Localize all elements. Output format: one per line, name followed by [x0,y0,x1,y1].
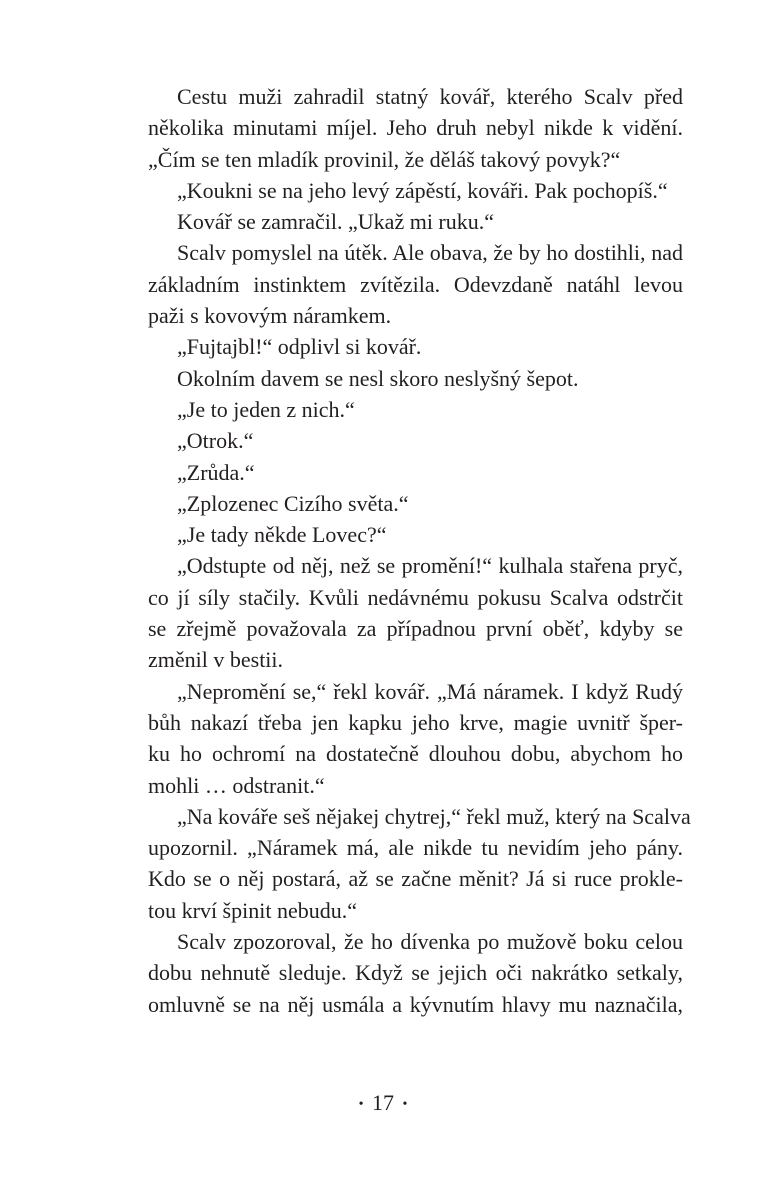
text-line: „Zplozenec Cizího světa.“ [177,490,409,516]
text-line: Scalv pomyslel na útěk. Ale obava, že by ho dostihli, nad [177,240,683,266]
text-line: „Je tady někde Lovec?“ [177,522,387,548]
text-line: co jí síly stačily. Kvůli nedávnému pokusu Scalva odstrčit [148,584,683,610]
text-line: Kovář se zamračil. „Ukaž mi ruku.“ [177,209,495,235]
text-line: Scalv zpozoroval, že ho dívenka po mužově boku celou [177,929,683,955]
text-line: „Otrok.“ [177,428,254,454]
page-number-left-dot: • [358,1096,364,1112]
text-line: „Nepromění se,“ řekl kovář. „Má náramek. I když Rudý [177,678,683,704]
body-text [148,81,691,1020]
page-number-right-dot: • [402,1096,408,1112]
text-line: Okolním davem se nesl skoro neslyšný šepot. [177,365,579,391]
text-line: „Je to jeden z nich.“ [177,396,355,422]
text-line: „Na kováře seš nějakej chytrej,“ řekl muž, který na Scalva [177,803,691,829]
page-number [0,1088,766,1120]
text-line: dobu nehnutě sleduje. Když se jejich oči nakrátko setkaly, [148,960,683,986]
text-line: omluvně se na něj usmála a kývnutím hlavy mu naznačila, [148,991,683,1017]
text-line: mohli … odstranit.“ [148,772,325,798]
text-line: se zřejmě považovala za případnou první oběť, kdyby se [148,616,683,642]
text-line: tou krví špinit nebudu.“ [148,897,357,923]
text-line: upozornil. „Náramek má, ale nikde tu nevidím jeho pány. [148,835,683,861]
text-line: základním instinktem zvítězila. Odevzdaně natáhl levou [148,271,683,297]
text-line: „Fujtajbl!“ odplivl si kovář. [177,334,422,360]
text-line: paži s kovovým náramkem. [148,303,392,329]
text-line: „Čím se ten mladík provinil, že děláš takový povyk?“ [148,146,621,172]
text-line: ku ho ochromí na dostatečně dlouhou dobu, abychom ho [148,741,683,767]
page-number-value: 17 [372,1090,394,1115]
text-line: „Odstupte od něj, než se promění!“ kulhala stařena pryč, [177,553,683,579]
text-line: několika minutami míjel. Jeho druh nebyl nikde k vidění. [148,115,683,141]
text-line: Kdo se o něj postará, až se začne měnit? Já si ruce prokle- [148,866,683,892]
text-line: změnil v bestii. [148,647,284,673]
text-line: „Koukni se na jeho levý zápěstí, kováři. Pak pochopíš.“ [177,177,668,203]
text-line: Cestu muži zahradil statný kovář, kterého Scalv před [177,84,683,109]
text-line: „Zrůda.“ [177,459,255,485]
text-line: bůh nakazí třeba jen kapku jeho krve, magie uvnitř šper- [148,709,683,735]
